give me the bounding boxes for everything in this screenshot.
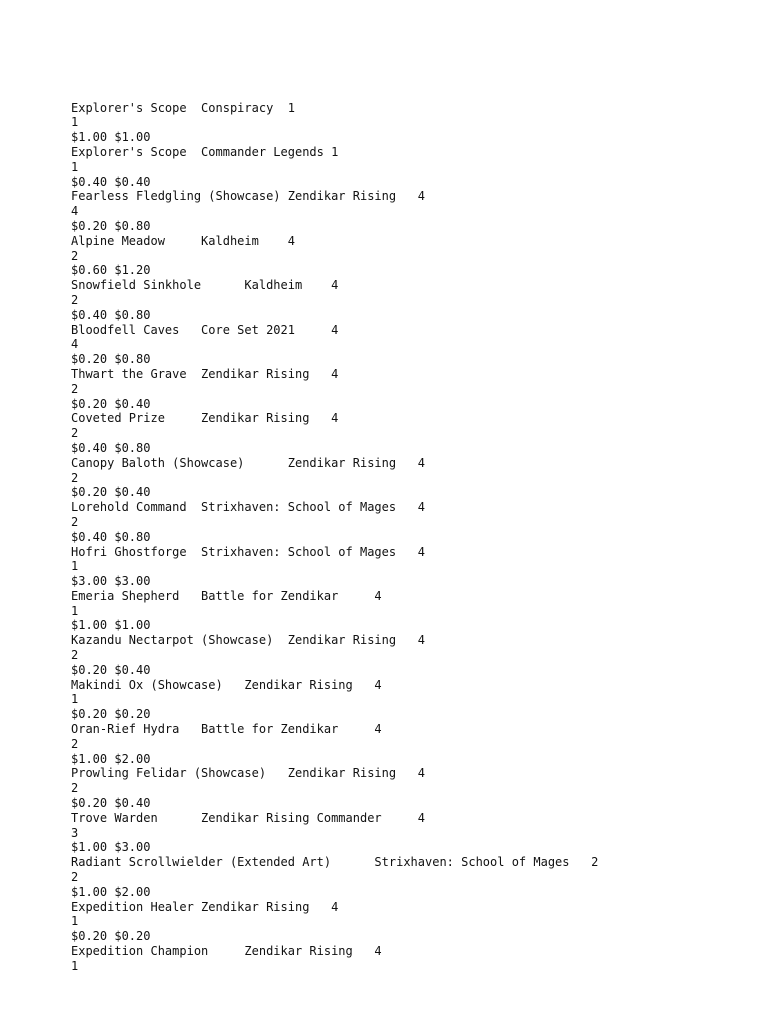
text-line: 3 [71,825,79,840]
text-line: $0.20 $0.40 [71,396,151,411]
text-line: Oran-Rief Hydra Battle for Zendikar 4 [71,722,382,737]
text-line: 2 [71,426,79,441]
text-line: $3.00 $3.00 [71,574,151,589]
text-line: 2 [71,736,79,751]
text-line: Coveted Prize Zendikar Rising 4 [71,411,339,426]
text-line: Prowling Felidar (Showcase) Zendikar Rising 4 [71,766,426,781]
text-line: Radiant Scrollwielder (Extended Art) Strixhaven: School of Mages 2 [71,855,599,870]
text-line: Fearless Fledgling (Showcase) Zendikar Rising 4 [71,189,426,204]
text-line: Makindi Ox (Showcase) Zendikar Rising 4 [71,677,382,692]
text-line: $0.20 $0.40 [71,485,151,500]
text-line: 4 [71,337,79,352]
text-line: $0.20 $0.40 [71,662,151,677]
text-line: 1 [71,692,79,707]
text-line: $0.20 $0.80 [71,352,151,367]
text-line: 2 [71,470,79,485]
text-line: 2 [71,514,79,529]
text-line: 2 [71,870,79,885]
text-line: $1.00 $3.00 [71,840,151,855]
text-line: Hofri Ghostforge Strixhaven: School of Mages 4 [71,544,426,559]
text-line: $0.40 $0.40 [71,174,151,189]
text-line: 2 [71,781,79,796]
text-line: Explorer's Scope Conspiracy 1 [71,100,295,115]
text-line: $1.00 $2.00 [71,751,151,766]
text-line: Canopy Baloth (Showcase) Zendikar Rising 4 [71,455,426,470]
text-line: 1 [71,159,79,174]
text-line: $0.20 $0.80 [71,218,151,233]
text-line: $0.40 $0.80 [71,307,151,322]
text-line: 2 [71,381,79,396]
text-line: $1.00 $1.00 [71,618,151,633]
text-line: Thwart the Grave Zendikar Rising 4 [71,366,339,381]
text-line: 1 [71,603,79,618]
text-line: Expedition Healer Zendikar Rising 4 [71,899,339,914]
text-line: Alpine Meadow Kaldheim 4 [71,233,295,248]
text-line: Explorer's Scope Commander Legends 1 [71,144,339,159]
text-line: $0.40 $0.80 [71,529,151,544]
text-line: $0.20 $0.20 [71,929,151,944]
text-line: Bloodfell Caves Core Set 2021 4 [71,322,339,337]
text-line: $0.20 $0.20 [71,707,151,722]
text-line: Kazandu Nectarpot (Showcase) Zendikar Rising 4 [71,633,426,648]
text-line: $0.60 $1.20 [71,263,151,278]
text-line: 2 [71,248,79,263]
text-line: $0.20 $0.40 [71,796,151,811]
text-line: 1 [71,559,79,574]
text-line: $1.00 $1.00 [71,130,151,145]
text-line: 1 [71,958,79,973]
text-line: Trove Warden Zendikar Rising Commander 4 [71,810,426,825]
text-line: 2 [71,648,79,663]
text-line: 1 [71,115,79,130]
text-line: 2 [71,292,79,307]
text-line: Expedition Champion Zendikar Rising 4 [71,944,382,959]
text-line: Emeria Shepherd Battle for Zendikar 4 [71,588,382,603]
text-line: $1.00 $2.00 [71,884,151,899]
card-list-lines [71,101,731,974]
card-list-document [71,71,731,988]
text-line: Lorehold Command Strixhaven: School of Mages 4 [71,500,426,515]
text-line: 1 [71,914,79,929]
text-line: $0.40 $0.80 [71,440,151,455]
text-line: Snowfield Sinkhole Kaldheim 4 [71,278,339,293]
text-line: 4 [71,204,79,219]
